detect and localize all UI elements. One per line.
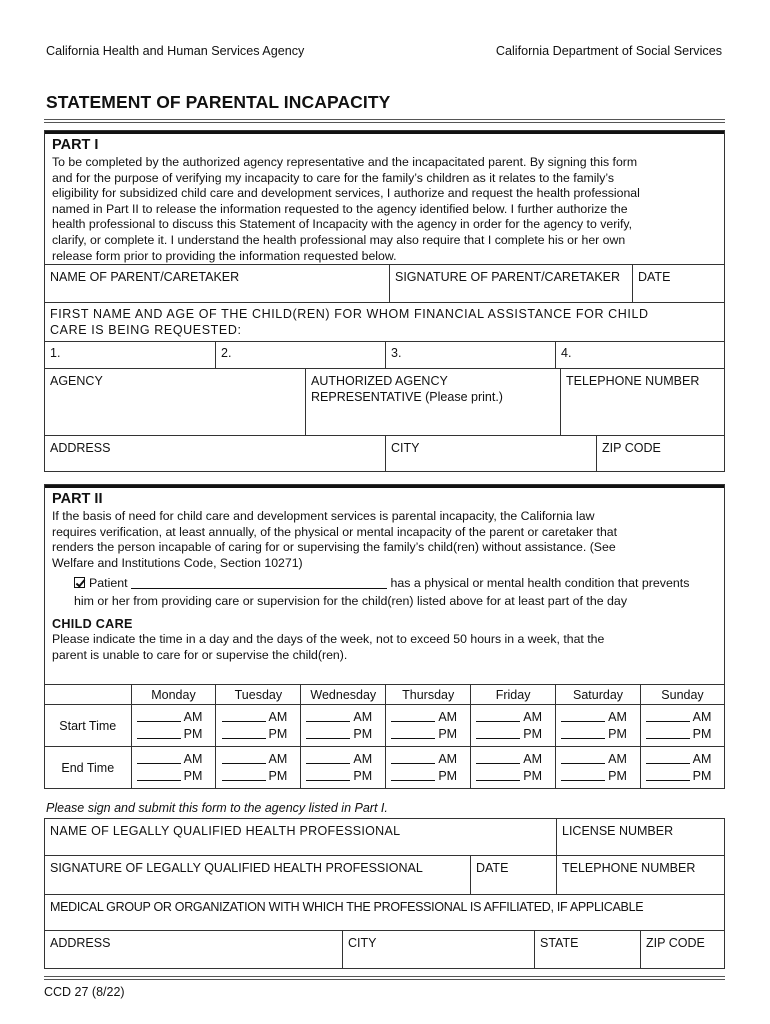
patient-checkbox[interactable] (74, 577, 85, 588)
parent-signature-field[interactable] (389, 264, 633, 303)
time-cell[interactable]: AM PM (216, 705, 301, 747)
professional-signature-label: SIGNATURE OF LEGALLY QUALIFIED HEALTH PROFESSIONAL (50, 861, 423, 875)
child-1-field[interactable] (44, 341, 216, 369)
part2-line: requires verification, at least annually, of the physical or mental incapacity of the parent or caretaker that (52, 524, 618, 539)
time-cell[interactable]: AM PM (640, 747, 724, 789)
child-care-line: parent is unable to care for or supervise the child(ren). (52, 647, 348, 662)
part1-section (44, 130, 725, 265)
child-4-label: 4. (561, 346, 572, 360)
professional-state-field[interactable] (534, 930, 641, 969)
professional-city-label: CITY (348, 936, 377, 950)
time-cell[interactable]: AM PM (556, 705, 641, 747)
professional-date-label: DATE (476, 861, 509, 875)
part1-line: health professional to discuss this Statement of Incapacity with the agency in order for the agency to verify, (52, 217, 633, 232)
time-cell[interactable]: AM PM (471, 705, 556, 747)
child-4-field[interactable] (555, 341, 725, 369)
time-cell[interactable]: AM PM (386, 705, 471, 747)
children-heading (44, 302, 725, 342)
child-1-label: 1. (50, 346, 61, 360)
start-time-row (45, 705, 725, 747)
part1-bar (45, 131, 724, 134)
part1-line: release form prior to providing the information requested below. (52, 248, 397, 263)
child-care-paragraph (52, 632, 604, 663)
medical-group-field[interactable] (44, 894, 725, 931)
time-cell[interactable]: AM PM (301, 705, 386, 747)
part2-paragraph (52, 509, 617, 571)
agency-rep-label-2: REPRESENTATIVE (Please print.) (311, 390, 503, 404)
patient-line (74, 576, 689, 590)
time-cell[interactable]: AM PM (386, 747, 471, 789)
agency-address-label: ADDRESS (50, 441, 111, 455)
title-rule (44, 119, 725, 120)
agency-header-right: California Department of Social Services (495, 44, 722, 58)
footer-rule (44, 976, 725, 977)
form-title: STATEMENT OF PARENTAL INCAPACITY (46, 92, 391, 112)
professional-phone-label: TELEPHONE NUMBER (562, 861, 696, 875)
children-heading-line2: CARE IS BEING REQUESTED: (50, 323, 242, 337)
part1-line: clarify, or complete it. I understand the health professional may also require that I complete his or her own (52, 232, 626, 247)
agency-rep-field[interactable] (305, 368, 561, 436)
agency-phone-field[interactable] (560, 368, 725, 436)
time-cell[interactable]: AM PM (640, 705, 724, 747)
part2-line: renders the person incapable of caring for or supervising the family’s child(ren) without assistance. (See (52, 540, 616, 555)
agency-header-left: California Health and Human Services Agency (46, 44, 305, 58)
professional-name-label: NAME OF LEGALLY QUALIFIED HEALTH PROFESSIONAL (50, 824, 401, 838)
agency-label: AGENCY (50, 374, 103, 388)
time-cell[interactable]: AM PM (131, 747, 216, 789)
child-2-label: 2. (221, 346, 232, 360)
child-3-label: 3. (391, 346, 402, 360)
row-label: Start Time (45, 705, 132, 747)
professional-phone-field[interactable] (556, 855, 725, 895)
footer-rule-2 (44, 979, 725, 980)
professional-address-label: ADDRESS (50, 936, 111, 950)
professional-zip-field[interactable] (640, 930, 725, 969)
agency-city-field[interactable] (385, 435, 597, 472)
parent-date-field[interactable] (632, 264, 725, 303)
time-cell[interactable]: AM PM (131, 705, 216, 747)
patient-name-input[interactable] (131, 577, 387, 589)
time-cell[interactable]: AM PM (301, 747, 386, 789)
agency-rep-label-1: AUTHORIZED AGENCY (311, 374, 448, 388)
submit-note: Please sign and submit this form to the agency listed in Part I. (46, 801, 388, 815)
time-cell[interactable]: AM PM (556, 747, 641, 789)
part1-heading: PART I (52, 137, 99, 153)
row-label: End Time (45, 747, 132, 789)
day-header: Monday (131, 685, 216, 705)
part2-line: If the basis of need for child care and development services is parental incapacity, the California law (52, 509, 595, 523)
schedule-header-row (45, 685, 725, 705)
title-rule-2 (44, 122, 725, 123)
professional-zip-label: ZIP CODE (646, 936, 705, 950)
end-time-row (45, 747, 725, 789)
day-header: Saturday (556, 685, 641, 705)
part1-line: named in Part II to release the information requested to the agency identified below. I further authorize the (52, 201, 628, 216)
part1-line: eligibility for subsidized child care and development services, I authorize and request the health professional (52, 186, 640, 201)
agency-zip-field[interactable] (596, 435, 725, 472)
agency-field[interactable] (44, 368, 306, 436)
professional-state-label: STATE (540, 936, 579, 950)
parent-signature-label: SIGNATURE OF PARENT/CARETAKER (395, 270, 621, 284)
part2-section (44, 484, 725, 685)
child-care-line: Please indicate the time in a day and the days of the week, not to exceed 50 hours in a week, that the (52, 632, 605, 646)
patient-condition-text: has a physical or mental health condition that prevents (390, 576, 690, 590)
part1-paragraph (52, 155, 640, 264)
medical-group-label: MEDICAL GROUP OR ORGANIZATION WITH WHICH THE PROFESSIONAL IS AFFILIATED, IF APPLICABLE (50, 900, 644, 914)
day-header: Wednesday (301, 685, 386, 705)
agency-city-label: CITY (391, 441, 420, 455)
time-cell[interactable]: AM PM (216, 747, 301, 789)
agency-address-field[interactable] (44, 435, 386, 472)
patient-label: Patient (89, 576, 128, 590)
children-heading-line1: FIRST NAME AND AGE OF THE CHILD(REN) FOR WHOM FINANCIAL ASSISTANCE FOR CHILD (50, 307, 649, 321)
parent-name-label: NAME OF PARENT/CARETAKER (50, 270, 240, 284)
schedule-corner (45, 685, 132, 705)
day-header: Tuesday (216, 685, 301, 705)
patient-line-2: him or her from providing care or supervision for the child(ren) listed above for at least part of the day (74, 594, 628, 608)
form-number: CCD 27 (8/22) (44, 985, 125, 999)
time-cell[interactable]: AM PM (471, 747, 556, 789)
day-header: Sunday (640, 685, 724, 705)
license-label: LICENSE NUMBER (562, 824, 674, 838)
professional-address-field[interactable] (44, 930, 343, 969)
day-header: Thursday (386, 685, 471, 705)
part2-line: Welfare and Institutions Code, Section 10271) (52, 555, 303, 570)
part2-heading: PART II (52, 491, 103, 507)
part1-line: and for the purpose of verifying my incapacity to care for the family’s children as it relates to the family’s (52, 170, 615, 185)
day-header: Friday (471, 685, 556, 705)
professional-signature-field[interactable] (44, 855, 471, 895)
schedule-table (44, 684, 725, 789)
part1-line: To be completed by the authorized agency representative and the incapacitated parent. By signing this form (52, 155, 638, 169)
child-care-heading: CHILD CARE (52, 617, 133, 631)
agency-phone-label: TELEPHONE NUMBER (566, 374, 700, 388)
license-field[interactable] (556, 818, 725, 856)
child-2-field[interactable] (215, 341, 386, 369)
child-3-field[interactable] (385, 341, 556, 369)
parent-name-field[interactable] (44, 264, 390, 303)
professional-name-field[interactable] (44, 818, 557, 856)
part2-bar (45, 485, 724, 488)
parent-date-label: DATE (638, 270, 671, 284)
agency-zip-label: ZIP CODE (602, 441, 661, 455)
professional-date-field[interactable] (470, 855, 557, 895)
professional-city-field[interactable] (342, 930, 535, 969)
